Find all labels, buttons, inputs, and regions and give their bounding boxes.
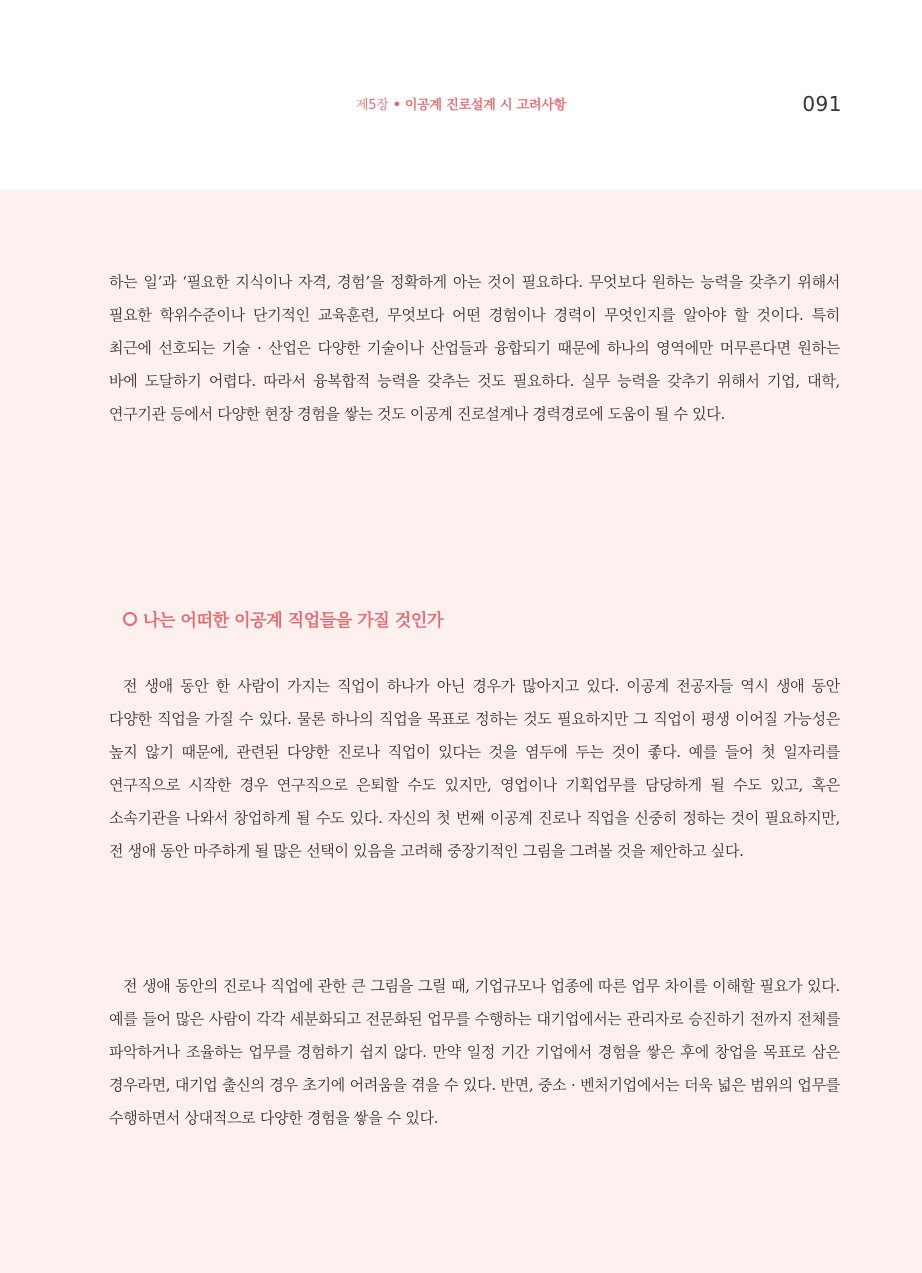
page-content [0,190,922,1273]
page-header [0,0,922,190]
running-head [0,94,922,113]
body-paragraph: 전 생애 동안 한 사람이 가지는 직업이 하나가 아닌 경우가 많아지고 있다. 이공계 전공자들 역시 생애 동안 다양한 직업을 가질 수 있다. 물론 하나의 직업을 목표로 정하는 것도 필요하지만 그 직업이 평생 이어질 가능성은 높지 않기 때문에, 관련된 다양한 진로나 직업이 있다는 것을 염두에 두는 것이 좋다. 예를 들어 첫 일자리를 연구직으로 시작한 경우 연구직으로 은퇴할 수도 있지만, 영업이나 기획업무를 담당하게 될 수도 있고, 혹은 소속기관을 나와서 창업하게 될 수도 있다. 자신의 첫 번째 이공계 진로나 직업을 신중히 정하는 것이 필요하지만, 전 생애 동안 마주하게 될 많은 선택이 있음을 고려해 중장기적인 그림을 그려볼 것을 제안하고 싶다. [109,677,840,860]
section-heading-text: 나는 어떠한 이공계 직업들을 가질 것인가 [143,611,443,631]
chapter-label: 제5장 [355,98,389,113]
chapter-title: 이공계 진로설계 시 고려사항 [404,98,567,113]
body-paragraph: 전 생애 동안의 진로나 직업에 관한 큰 그림을 그릴 때, 기업규모나 업종에 따른 업무 차이를 이해할 필요가 있다. 예를 들어 많은 사람이 각각 세분화되고 전문화된 업무를 수행하는 대기업에서는 관리자로 승진하기 전까지 전체를 파악하거나 조율하는 업무를 경험하기 쉽지 않다. 만약 일정 기간 기업에서 경험을 쌓은 후에 창업을 목표로 삼은 경우라면, 대기업 출신의 경우 초기에 어려움을 겪을 수 있다. 반면, 중소 · 벤처기업에서는 더욱 넓은 범위의 업무를 수행하면서 상대적으로 다양한 경험을 쌓을 수 있다. [109,977,840,1127]
page-number: 091 [802,92,842,116]
section-heading [123,606,443,631]
circle-outline-icon [123,612,137,626]
body-paragraph: 하는 일’과 ‘필요한 지식이나 자격, 경험’을 정확하게 아는 것이 필요하다. 무엇보다 원하는 능력을 갖추기 위해서 필요한 학위수준이나 단기적인 교육훈련, 무엇보다 어떤 경험이나 경력이 무엇인지를 알아야 할 것이다. 특히 최근에 선호되는 기술 · 산업은 다양한 기술이나 산업들과 융합되기 때문에 하나의 영역에만 머무른다면 원하는 바에 도달하기 어렵다. 따라서 융복합적 능력을 갖추는 것도 필요하다. 실무 능력을 갖추기 위해서 기업, 대학, 연구기관 등에서 다양한 현장 경험을 쌓는 것도 이공계 진로설계나 경력경로에 도움이 될 수 있다. [109,273,840,423]
header-separator: • [392,98,401,113]
